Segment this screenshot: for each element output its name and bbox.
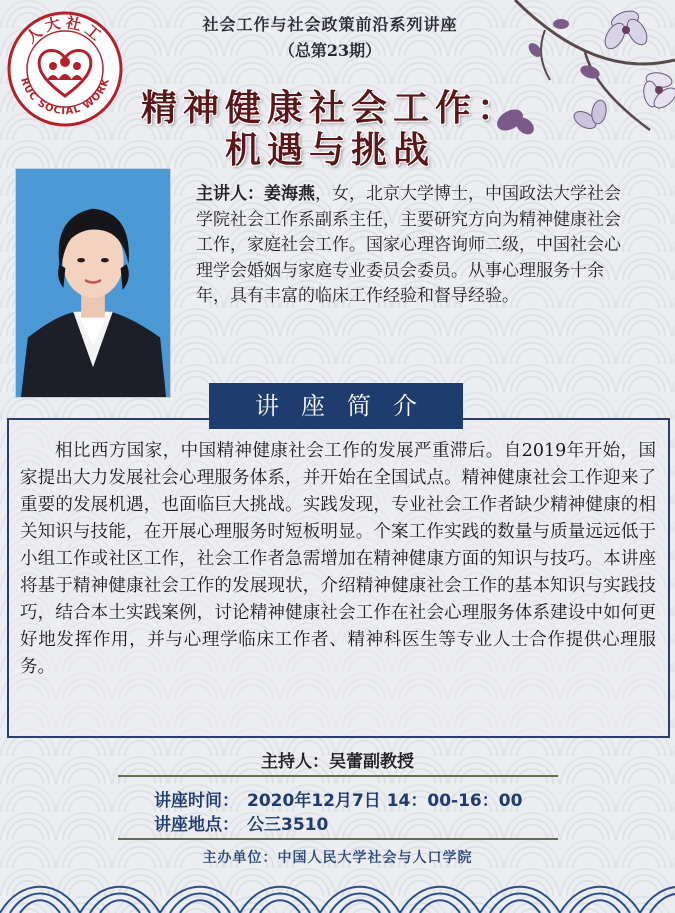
lecture-time-value: 2020年12月7日 14：00-16：00 <box>247 791 523 811</box>
organizer: 主办单位：中国人民大学社会与人口学院 <box>202 850 473 866</box>
speaker-bio <box>196 182 636 310</box>
lecture-series-title: 社会工作与社会政策前沿系列讲座 <box>202 15 458 34</box>
divider-bottom <box>118 838 558 840</box>
lecture-place-label: 讲座地点： <box>154 815 239 835</box>
intro-heading: 讲座简介 <box>209 383 463 429</box>
logo-text-bottom: RUC SOCIAL WORK <box>18 76 112 118</box>
lecture-place-value: 公三3510 <box>247 815 329 835</box>
lecture-title-line2: 机遇与挑战 <box>224 129 435 171</box>
host: 主持人：吴蕾副教授 <box>261 752 414 772</box>
wave-decoration <box>0 863 675 913</box>
ruc-social-work-logo <box>6 10 124 128</box>
speaker-bio-text: ，女，北京大学博士，中国政法大学社会学院社会工作系副系主任，主要研究方向为精神健康社会工作，家庭社会工作。国家心理咨询师二级，中国社会心理学会婚姻与家庭专业委员会委员。从事心理服务十余年，具有丰富的临床工作经验和督导经验。 <box>196 184 621 306</box>
intro-text: 相比西方国家，中国精神健康社会工作的发展严重滞后。自2019年开始，国家提出大力发展社会心理服务体系，并开始在全国试点。精神健康社会工作迎来了重要的发展机遇，也面临巨大挑战。实践发现，专业社会工作者缺少精神健康的相关知识与技能，在开展心理服务时短板明显。个案工作实践的数量与质量远远低于小组工作或社区工作，社会工作者急需增加在精神健康方面的知识与技巧。本讲座将基于精神健康社会工作的发展现状，介绍精神健康社会工作的基本知识与实践技巧，结合本土实践案例，讨论精神健康社会工作在社会心理服务体系建设中如何更好地发挥作用，并与心理学临床工作者、精神科医生等专业人士合作提供心理服务。 <box>20 441 656 677</box>
issue-number: （总第23期） <box>278 41 382 60</box>
speaker-label: 主讲人： <box>196 184 264 204</box>
speaker-photo <box>15 168 171 398</box>
lecture-time <box>154 786 522 811</box>
logo-text-top: 人大社工 <box>22 13 108 47</box>
lecture-place <box>154 810 328 835</box>
lecture-time-label: 讲座时间： <box>154 791 239 811</box>
speaker-name: 姜海燕 <box>264 184 315 204</box>
divider-top <box>118 775 558 777</box>
lecture-title-line1: 精神健康社会工作： <box>140 87 519 129</box>
